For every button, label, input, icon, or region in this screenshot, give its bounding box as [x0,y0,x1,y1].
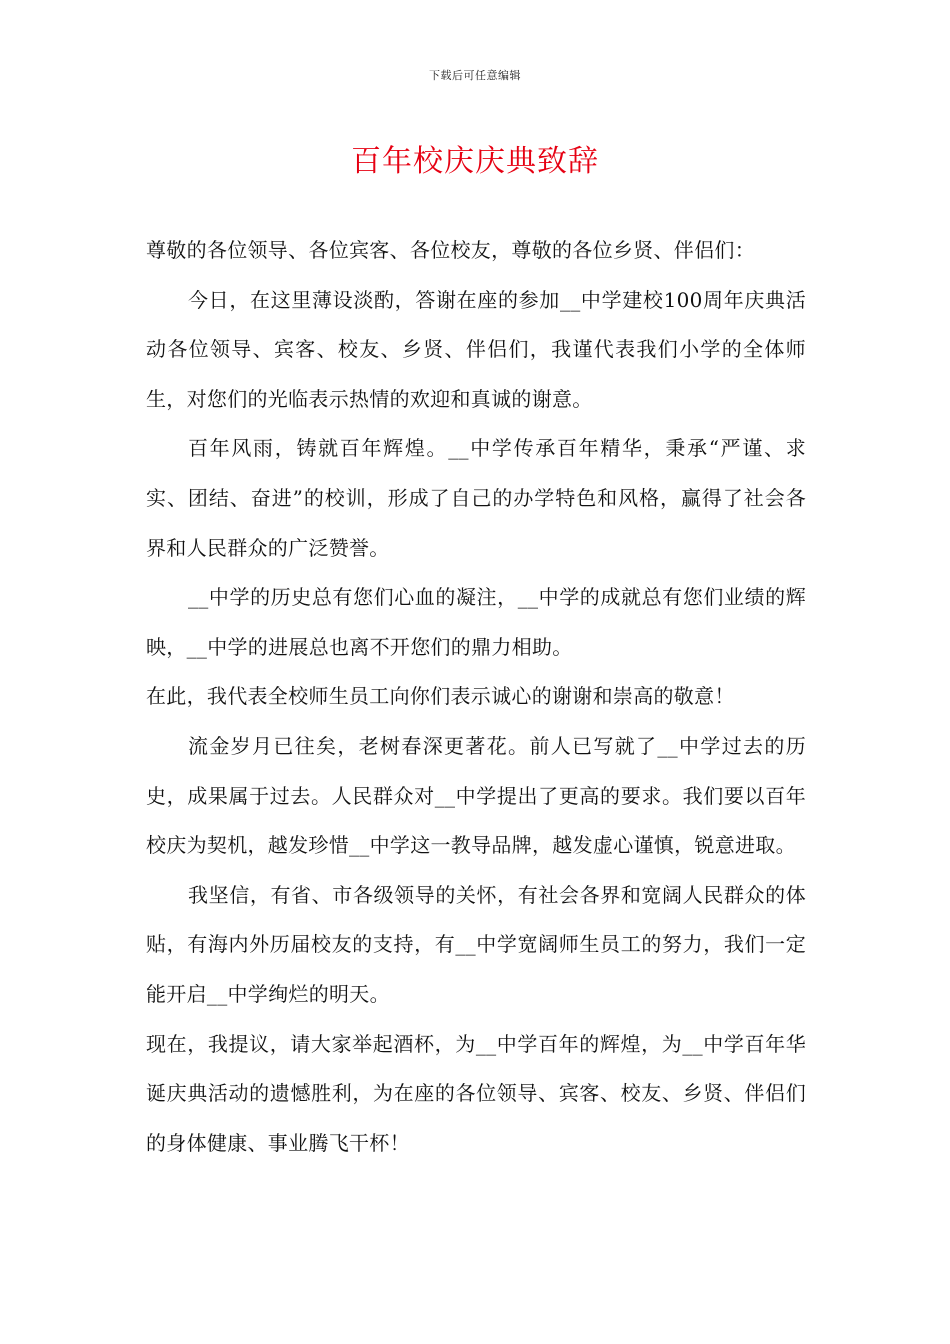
history-paragraph: 百年风雨，铸就百年辉煌。__中学传承百年精华，秉承“严谨、求实、团结、奋进”的校训，形成了自己的办学特色和风格，赢得了社会各界和人民群众的广泛赞誉。 [146,436,806,560]
header-note: 下载后可任意编辑 [429,69,521,82]
salutation-paragraph: 尊敬的各位领导、各位宾客、各位校友，尊敬的各位乡贤、伴侣们： [146,238,755,262]
welcome-paragraph: 今日，在这里薄设淡酌，答谢在座的参加__中学建校100周年庆典活动各位领导、宾客、校友、乡贤、伴侣们，我谨代表我们小学的全体师生，对您们的光临表示热情的欢迎和真诚的谢意。 [146,287,806,411]
contribution-paragraph: __中学的历史总有您们心血的凝注，__中学的成就总有您们业绩的辉映，__中学的进展总也离不开您们的鼎力相助。 [146,585,806,659]
confidence-paragraph: 我坚信，有省、市各级领导的关怀，有社会各界和宽阔人民群众的体贴，有海内外历届校友的支持，有__中学宽阔师生员工的努力，我们一定能开启__中学绚烂的明天。 [146,882,806,1006]
future-paragraph: 流金岁月已往矣，老树春深更著花。前人已写就了__中学过去的历史，成果属于过去。人民群众对__中学提出了更高的要求。我们要以百年校庆为契机，越发珍惜__中学这一教导品牌，越发虚心谨慎，锐意进取。 [146,733,806,858]
document-title: 百年校庆庆典致辞 [351,144,599,179]
toast-paragraph: 现在，我提议，请大家举起酒杯，为__中学百年的辉煌，为__中学百年华诞庆典活动的遗憾胜利，为在座的各位领导、宾客、校友、乡贤、伴侣们的身体健康、事业腾飞干杯！ [146,1031,806,1155]
document-body [146,226,806,1168]
thanks-paragraph: 在此，我代表全校师生员工向你们表示诚心的谢谢和崇高的敬意！ [146,684,735,709]
